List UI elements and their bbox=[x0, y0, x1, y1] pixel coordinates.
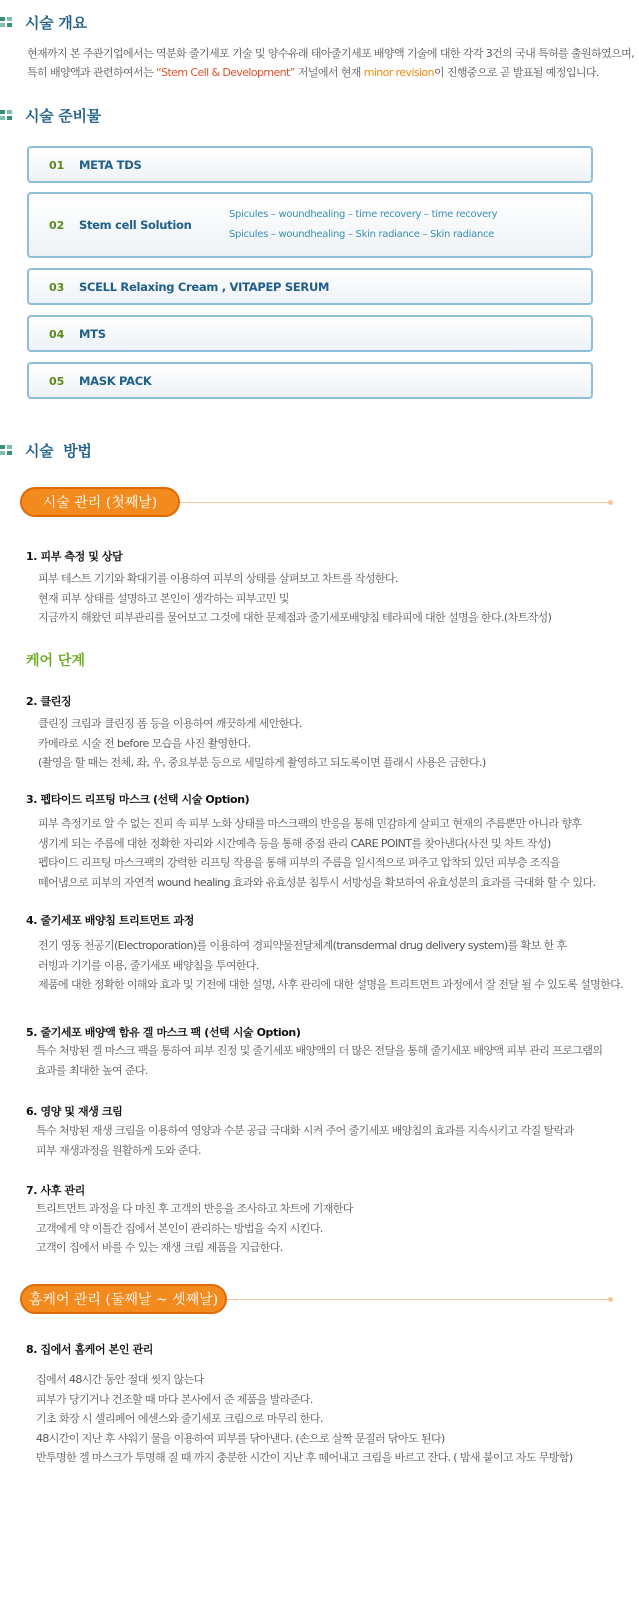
overview-line-1: 현재까지 본 주관기업에서는 역분화 줄기세포 기술 및 양수유래 태아줄기세포 배양액 기술에 대한 각각 3건의 국내 특허를 출원하였으며, bbox=[27, 47, 635, 60]
step-line: 48시간이 지난 후 샤워기 물을 이용하여 피부를 닦아낸다. (손으로 살짝 문질러 닦아도 된다) bbox=[36, 1431, 445, 1445]
step-3-body bbox=[38, 814, 628, 892]
overview-line-2-pre: 특히 배양액과 관련하여서는 bbox=[27, 66, 157, 79]
step-1-body bbox=[38, 569, 628, 628]
overview-heading bbox=[0, 12, 87, 33]
step-7-body bbox=[36, 1199, 626, 1258]
prep-heading bbox=[0, 105, 101, 126]
prep-item-3 bbox=[27, 268, 593, 305]
method-title: 시술 방법 bbox=[25, 442, 92, 460]
method-heading bbox=[0, 440, 92, 461]
step-7-title: 7. 사후 관리 bbox=[26, 1184, 85, 1197]
grid-bullet-icon bbox=[0, 17, 13, 28]
overview-line-2 bbox=[27, 63, 627, 82]
step-line: 카메라로 시술 전 before 모습을 사진 촬영한다. bbox=[38, 736, 251, 750]
step-line: 효과를 최대한 높여 준다. bbox=[36, 1063, 148, 1077]
step-line: 펩타이드 리프팅 마스크팩의 강력한 리프팅 작용을 통해 피부의 주름을 일시적으로 펴주고 압착되 있던 피부층 조직을 bbox=[38, 856, 560, 869]
prep-item-5 bbox=[27, 362, 593, 399]
step-6-body bbox=[36, 1121, 626, 1160]
care-steps-title: 케어 단계 bbox=[26, 653, 85, 669]
day1-pill: 시술 관리 (첫째날) bbox=[20, 487, 180, 517]
divider-line bbox=[227, 1299, 610, 1300]
step-4-title: 4. 줄기세포 배양침 트리트먼트 과정 bbox=[26, 914, 194, 927]
step-line: 지금까지 해왔던 피부관리를 물어보고 그것에 대한 문제점과 줄기세포배양침 테라피에 대한 설명을 한다.(차트작성) bbox=[38, 611, 552, 624]
step-line: 고객이 집에서 바를 수 있는 재생 크림 제품을 지급한다. bbox=[36, 1241, 283, 1254]
step-line: 제품에 대한 정확한 이해와 효과 및 기전에 대한 설명, 사후 관리에 대한 설명을 트리트먼트 과정에서 잘 전달 될 수 있도록 설명한다. bbox=[38, 978, 624, 991]
overview-title: 시술 개요 bbox=[25, 14, 87, 32]
step-line: 피부 측정기로 알 수 없는 진피 속 피부 노화 상태를 마스크팩의 반응을 통해 민감하게 살피고 현재의 주름뿐만 아니라 향후 bbox=[38, 817, 582, 830]
step-line: (촬영을 할 때는 전체, 좌, 우, 중요부분 등으로 세밀하게 촬영하고 되도록이면 플래시 사용은 금한다.) bbox=[38, 756, 486, 769]
step-line: 기초 화장 시 셀리페어 에센스와 줄기세포 크림으로 마무리 한다. bbox=[36, 1412, 323, 1425]
prep-item-name: MTS bbox=[79, 327, 106, 341]
step-line: 피부 재생과정을 원활하게 도와 준다. bbox=[36, 1143, 201, 1157]
prep-item-name: META TDS bbox=[79, 158, 142, 172]
step-5-body bbox=[36, 1041, 626, 1080]
prep-item-name: Stem cell Solution bbox=[79, 218, 192, 232]
step-6-title: 6. 영양 및 재생 크림 bbox=[26, 1105, 123, 1118]
prep-item-number: 01 bbox=[49, 159, 65, 172]
prep-item-name: SCELL Relaxing Cream , VITAPEP SERUM bbox=[79, 280, 330, 294]
prep-item-number: 05 bbox=[49, 375, 65, 388]
step-line: 전기 영동 천공기(Electroporation)를 이용하여 경피약물전달체계(transdermal drug delivery system)를 확보 한 후 bbox=[38, 939, 567, 952]
prep-item-number: 04 bbox=[49, 328, 65, 341]
step-line: 집에서 48시간 동안 절대 씻지 않는다 bbox=[36, 1373, 204, 1386]
step-2-body bbox=[38, 714, 628, 773]
prep-item-subline-2: Spicules – woundhealing – Skin radiance – Skin radiance bbox=[229, 229, 495, 240]
step-5-title: 5. 줄기세포 배양액 함유 겔 마스크 팩 (선택 시술 Option) bbox=[26, 1026, 301, 1039]
prep-item-4 bbox=[27, 315, 593, 352]
step-8-title: 8. 집에서 홈케어 본인 관리 bbox=[26, 1343, 154, 1356]
overview-line-2-post: 이 진행중으로 곧 발표될 예정입니다. bbox=[433, 66, 599, 79]
prep-item-name: MASK PACK bbox=[79, 374, 152, 388]
step-line: 러빙과 기기를 이용, 줄기세포 배양침을 투여한다. bbox=[38, 958, 259, 972]
prep-item-number: 03 bbox=[49, 281, 65, 294]
step-line: 떼어냄으로 피부의 자연적 wound healing 효과와 유효성분 침투시 서방성을 확보하여 유효성분의 효과를 극대화 할 수 있다. bbox=[38, 875, 596, 889]
step-line: 고객에게 약 이틀간 집에서 본인이 관리하는 방법을 숙지 시킨다. bbox=[36, 1221, 323, 1235]
step-line: 클린징 크림과 클린징 폼 등을 이용하여 깨끗하게 세안한다. bbox=[38, 717, 302, 730]
step-8-body bbox=[36, 1370, 626, 1468]
prep-title: 시술 준비물 bbox=[25, 107, 101, 125]
prep-item-1 bbox=[27, 146, 593, 183]
overview-line-2-mid: 저널에서 현재 bbox=[294, 66, 364, 79]
prep-item-number: 02 bbox=[49, 219, 65, 232]
grid-bullet-icon bbox=[0, 445, 13, 456]
step-line: 트리트먼트 과정을 다 마친 후 고객의 반응을 조사하고 차트에 기재한다 bbox=[36, 1202, 353, 1215]
step-2-title: 2. 클린징 bbox=[26, 695, 72, 708]
step-line: 특수 처방된 겔 마스크 팩을 통하여 피부 진정 및 줄기세포 배양액의 더 많은 전달을 통해 줄기세포 배양액 피부 관리 프로그램의 bbox=[36, 1044, 603, 1057]
step-line: 피부가 당기거나 건조할 때 마다 본사에서 준 제품을 발라준다. bbox=[36, 1392, 313, 1406]
divider-dot bbox=[608, 1297, 613, 1302]
divider-dot bbox=[608, 500, 613, 505]
step-line: 특수 처방된 재생 크림을 이용하여 영양과 수분 공급 극대화 시켜 주어 줄기세포 배양침의 효과를 지속시키고 각질 탈락과 bbox=[36, 1124, 574, 1137]
step-line: 반투명한 겔 마스크가 투명해 질 때 까지 충분한 시간이 지난 후 떼어내고 크림을 바르고 잔다. ( 밤새 붙이고 자도 무방함) bbox=[36, 1451, 573, 1464]
step-line: 현재 피부 상태를 설명하고 본인이 생각하는 피부고민 및 bbox=[38, 591, 289, 605]
prep-item-subline-1: Spicules – woundhealing – time recovery – time recovery bbox=[229, 209, 498, 220]
step-4-body bbox=[38, 936, 628, 995]
step-3-title: 3. 펩타이드 리프팅 마스크 (선택 시술 Option) bbox=[26, 793, 250, 806]
overview-text bbox=[27, 44, 635, 82]
journal-name: “Stem Cell & Development” bbox=[156, 66, 295, 79]
divider-line bbox=[180, 502, 610, 503]
step-line: 피부 테스트 기기와 확대기를 이용하여 피부의 상태를 살펴보고 차트를 작성한다. bbox=[38, 572, 398, 585]
step-1-title: 1. 피부 측정 및 상담 bbox=[26, 550, 123, 563]
step-line: 생기게 되는 주름에 대한 정확한 자리와 시간예측 등을 통해 중점 관리 CARE POINT를 찾아낸다(사진 및 차트 작성) bbox=[38, 836, 551, 850]
revision-status: minor revision bbox=[363, 66, 434, 79]
grid-bullet-icon bbox=[0, 110, 13, 121]
home-care-pill: 홈케어 관리 (둘째날 ~ 셋째날) bbox=[20, 1284, 227, 1314]
prep-item-2 bbox=[27, 192, 593, 258]
